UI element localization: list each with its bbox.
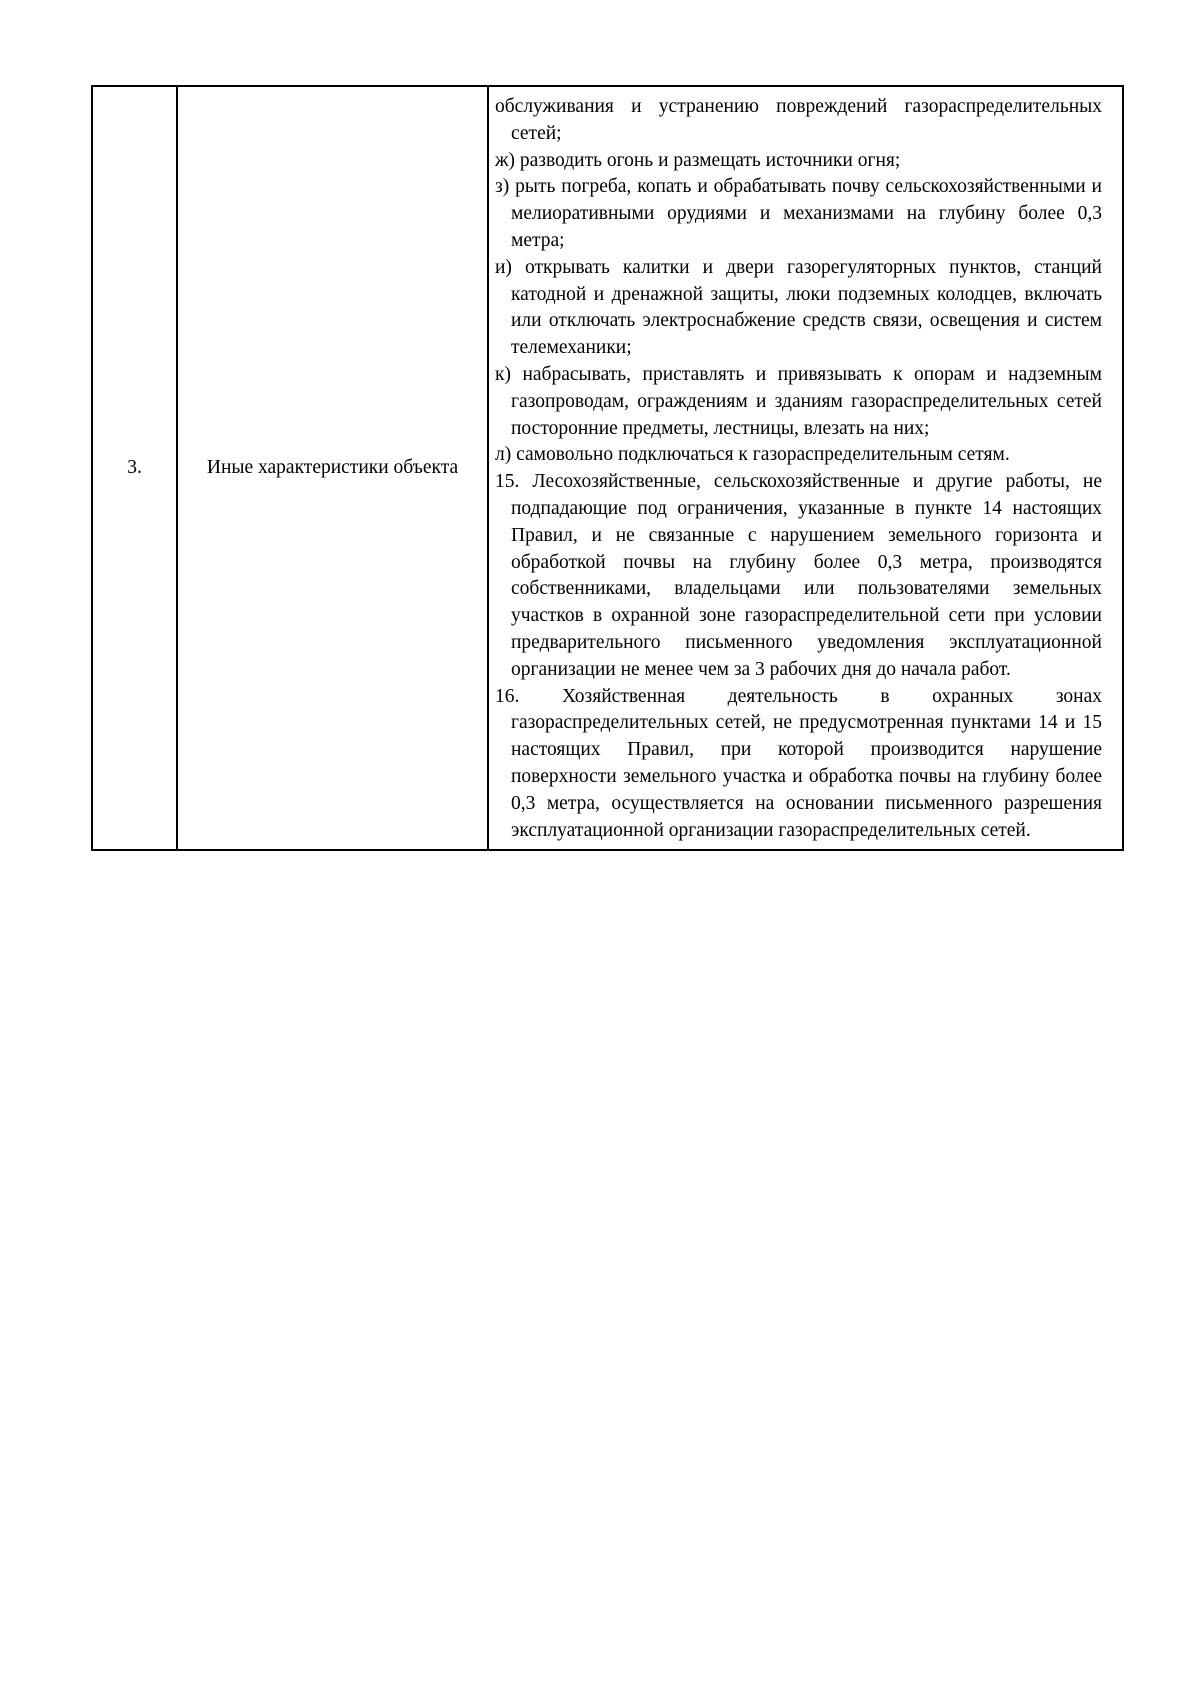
row-name: Иные характеристики объекта [177,86,488,850]
table-row [92,86,1123,850]
content-paragraph: 16. Хозяйственная деятельность в охранных зонах газораспределительных сетей, не предусмотренная пунктами 14 и 15 настоящих Правил, при которой производится нарушение поверхности земельного участка и обработка почвы на глубину более 0,3 метра, осуществляется на основании письменного разрешения эксплуатационной организации газораспределительных сетей. [495,685,1102,841]
characteristics-table [91,85,1124,851]
content-paragraph: к) набрасывать, приставлять и привязывать к опорам и надземным газопроводам, ограждениям и зданиям газораспределительных сетей посторонние предметы, лестницы, влезать на них; [495,363,1102,439]
content-paragraph: и) открывать калитки и двери газорегуляторных пунктов, станций катодной и дренажной защиты, люки подземных колодцев, включать или отключать электроснабжение средств связи, освещения и систем телемеханики; [495,256,1102,359]
content-paragraph: 15. Лесохозяйственные, сельскохозяйственные и другие работы, не подпадающие под ограничения, указанные в пункте 14 настоящих Правил, и не связанные с нарушением земельного горизонта и обработкой почвы на глубину более 0,3 метра, производятся собственниками, владельцами или пользователями земельных участков в охранной зоне газораспределительной сети при условии предварительного письменного уведомления эксплуатационной организации не менее чем за 3 рабочих дня до начала работ. [495,471,1102,680]
content-paragraph: ж) разводить огонь и размещать источники огня; [495,149,901,171]
content-paragraph: з) рыть погреба, копать и обрабатывать почву сельскохозяйственными и мелиоративными орудиями и механизмами на глубину более 0,3 метра; [495,176,1102,251]
content-paragraph: л) самовольно подключаться к газораспределительным сетям. [495,444,1010,466]
row-content [488,86,1123,850]
row-number: 3. [92,86,177,850]
content-paragraph: обслуживания и устранению повреждений газораспределительных сетей; [495,96,1102,144]
